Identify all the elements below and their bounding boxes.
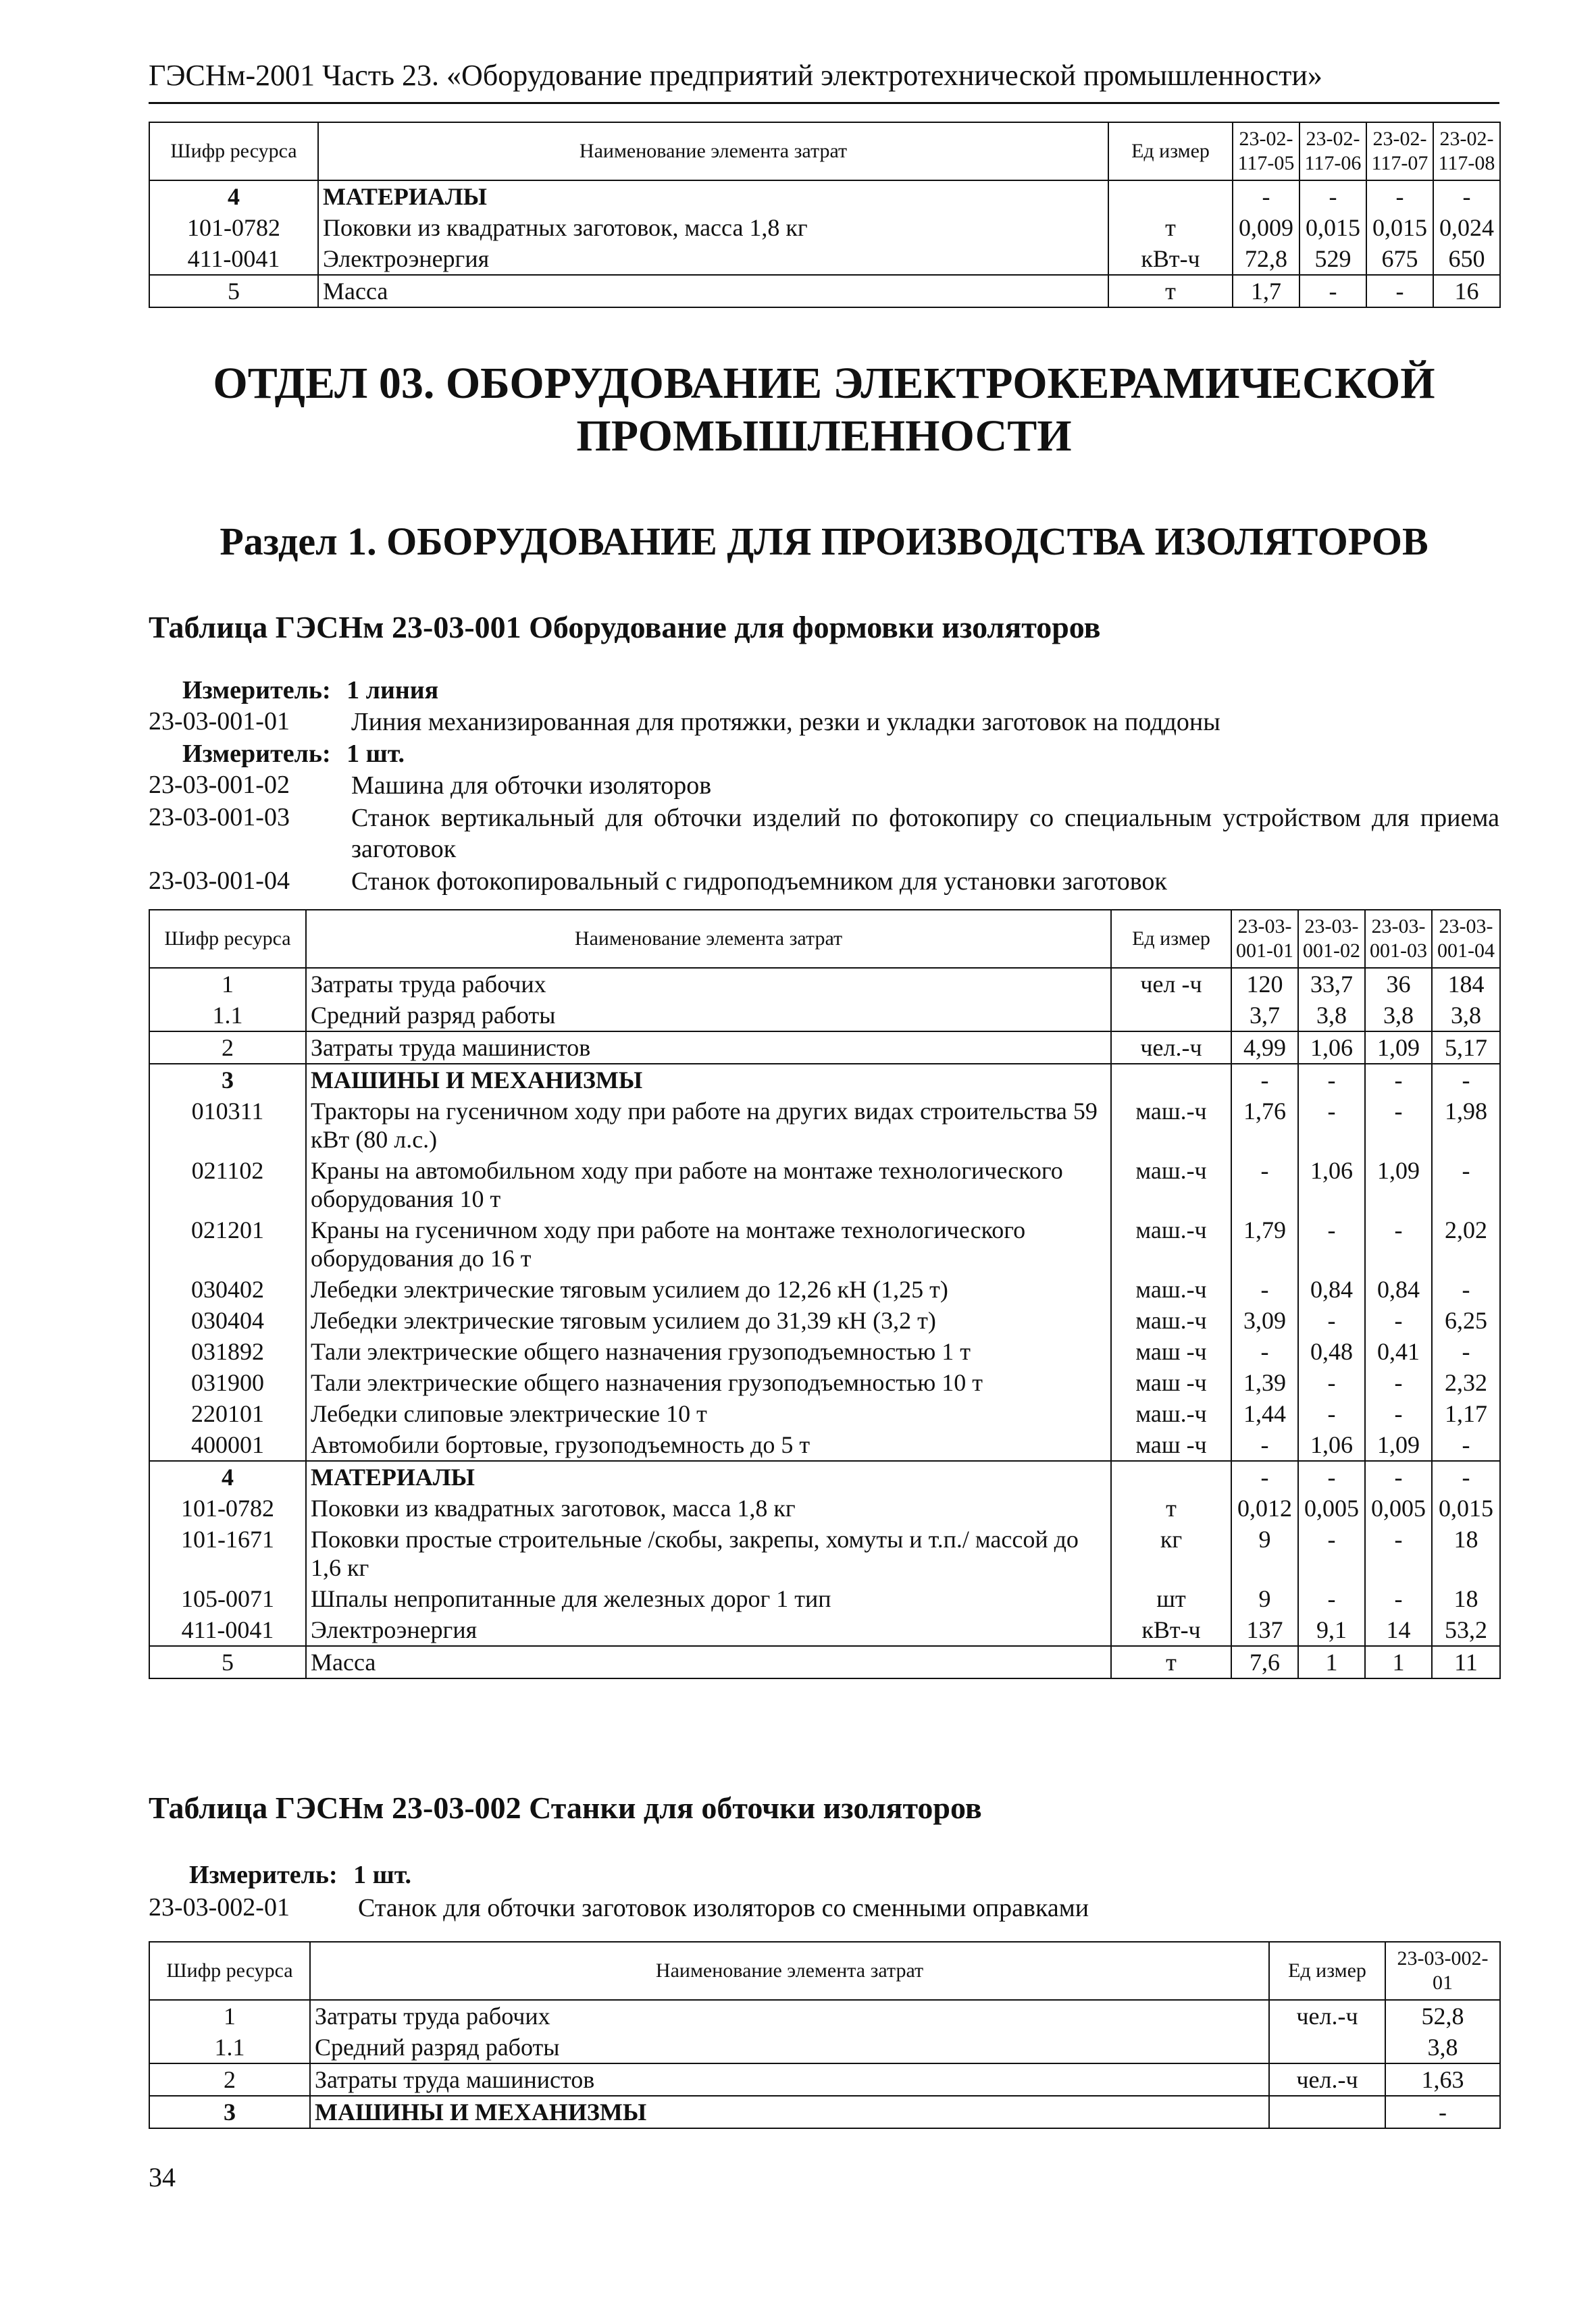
- cell-code: 031900: [149, 1367, 306, 1398]
- cell-code: 030404: [149, 1305, 306, 1336]
- cell-unit: маш -ч: [1111, 1367, 1231, 1398]
- cell-name: Масса: [318, 275, 1108, 307]
- meter-label: Измеритель:: [182, 740, 331, 768]
- cell-value: -: [1231, 1274, 1298, 1305]
- cell-value: -: [1365, 1367, 1432, 1398]
- cell-name: Затраты труда машинистов: [310, 2063, 1269, 2096]
- cell-value: 2,32: [1432, 1367, 1500, 1398]
- cell-value: -: [1366, 180, 1433, 212]
- cell-value: 6,25: [1432, 1305, 1500, 1336]
- cell-code: 1.1: [149, 2032, 310, 2063]
- cell-unit: маш.-ч: [1111, 1398, 1231, 1429]
- cell-code: 1: [149, 968, 306, 1000]
- cell-value: 14: [1365, 1614, 1432, 1646]
- cell-name: Краны на гусеничном ходу при работе на монтаже технологического оборудования до 16 т: [306, 1214, 1111, 1274]
- cell-unit: т: [1108, 212, 1233, 243]
- cell-value: 675: [1366, 243, 1433, 275]
- cell-name: Тракторы на гусеничном ходу при работе на других видах строительства 59 кВт (80 л.с.): [306, 1096, 1111, 1155]
- cell-name: Шпалы непропитанные для железных дорог 1 тип: [306, 1583, 1111, 1614]
- cell-value: -: [1365, 1524, 1432, 1583]
- cell-code: 2: [149, 1031, 306, 1064]
- cell-code: 4: [149, 1461, 306, 1493]
- cell-unit: т: [1108, 275, 1233, 307]
- cell-code: 1.1: [149, 1000, 306, 1031]
- cell-value: 7,6: [1231, 1646, 1298, 1678]
- cell-value: 3,8: [1432, 1000, 1500, 1031]
- cell-value: 1,7: [1233, 275, 1299, 307]
- cell-value: 0,012: [1231, 1493, 1298, 1524]
- cell-value: 72,8: [1233, 243, 1299, 275]
- cell-code: 5: [149, 1646, 306, 1678]
- cell-value: -: [1433, 180, 1500, 212]
- col-header-code: Шифр ресурса: [149, 122, 318, 180]
- cell-value: 1,63: [1385, 2063, 1500, 2096]
- col-header-value: 23-02-117-05: [1233, 122, 1299, 180]
- page-number: 34: [149, 2162, 176, 2192]
- cell-unit: кВт-ч: [1111, 1614, 1231, 1646]
- cell-code: 3: [149, 2096, 310, 2128]
- col-header-unit: Ед измер: [1108, 122, 1233, 180]
- cell-value: 0,005: [1298, 1493, 1365, 1524]
- cell-code: 411-0041: [149, 243, 318, 275]
- table2-title: Таблица ГЭСНм 23-03-002 Станки для обточки изоляторов: [149, 1791, 982, 1825]
- cell-value: -: [1432, 1064, 1500, 1096]
- col-header-code: Шифр ресурса: [149, 1942, 310, 2000]
- cell-value: 1,79: [1231, 1214, 1298, 1274]
- cell-value: 53,2: [1432, 1614, 1500, 1646]
- cell-name: МАТЕРИАЛЫ: [318, 180, 1108, 212]
- cell-code: 101-1671: [149, 1524, 306, 1583]
- cell-unit: чел.-ч: [1111, 1031, 1231, 1064]
- cell-value: -: [1231, 1064, 1298, 1096]
- cell-value: -: [1298, 1461, 1365, 1493]
- cell-value: 1: [1298, 1646, 1365, 1678]
- table1-meter-2: [182, 739, 405, 769]
- cell-value: 2,02: [1432, 1214, 1500, 1274]
- item-text: Станок для обточки заготовок изоляторов со сменными оправками: [358, 1894, 1089, 1922]
- cell-value: 1,17: [1432, 1398, 1500, 1429]
- cell-code: 101-0782: [149, 212, 318, 243]
- cell-value: 3,7: [1231, 1000, 1298, 1031]
- cell-value: -: [1298, 1305, 1365, 1336]
- cell-name: Лебедки электрические тяговым усилием до 31,39 кН (3,2 т): [306, 1305, 1111, 1336]
- cell-value: 0,015: [1299, 212, 1366, 243]
- col-header-code: Шифр ресурса: [149, 910, 306, 968]
- cell-code: 4: [149, 180, 318, 212]
- cell-value: 1,76: [1231, 1096, 1298, 1155]
- cell-name: МАШИНЫ И МЕХАНИЗМЫ: [310, 2096, 1269, 2128]
- cell-unit: маш.-ч: [1111, 1155, 1231, 1214]
- cell-value: 0,84: [1298, 1274, 1365, 1305]
- cell-value: 137: [1231, 1614, 1298, 1646]
- table1-meter-1: [182, 675, 438, 705]
- cell-value: -: [1298, 1214, 1365, 1274]
- cell-code: 010311: [149, 1096, 306, 1155]
- cell-value: 0,48: [1298, 1336, 1365, 1367]
- cell-value: 529: [1299, 243, 1366, 275]
- cell-name: Средний разряд работы: [306, 1000, 1111, 1031]
- cell-name: Электроэнергия: [306, 1614, 1111, 1646]
- cell-value: -: [1365, 1398, 1432, 1429]
- cell-code: 2: [149, 2063, 310, 2096]
- table2-grid: [149, 1941, 1501, 2129]
- cell-value: 1,06: [1298, 1429, 1365, 1461]
- cell-value: -: [1231, 1336, 1298, 1367]
- col-header-unit: Ед измер: [1111, 910, 1231, 968]
- cell-code: 021102: [149, 1155, 306, 1214]
- col-header-value: 23-03-001-01: [1231, 910, 1298, 968]
- cell-value: 0,005: [1365, 1493, 1432, 1524]
- cell-value: -: [1365, 1214, 1432, 1274]
- item-code: 23-03-002-01: [149, 1893, 290, 1922]
- cell-name: Средний разряд работы: [310, 2032, 1269, 2063]
- cell-value: 36: [1365, 968, 1432, 1000]
- cell-value: 9,1: [1298, 1614, 1365, 1646]
- cell-value: -: [1298, 1096, 1365, 1155]
- cell-name: МАТЕРИАЛЫ: [306, 1461, 1111, 1493]
- col-header-value: 23-02-117-06: [1299, 122, 1366, 180]
- cell-unit: маш.-ч: [1111, 1096, 1231, 1155]
- cell-unit: [1111, 1064, 1231, 1096]
- cell-code: 220101: [149, 1398, 306, 1429]
- item-code: 23-03-001-03: [149, 803, 290, 831]
- cell-value: 0,015: [1432, 1493, 1500, 1524]
- cell-unit: [1269, 2032, 1385, 2063]
- cell-value: -: [1231, 1461, 1298, 1493]
- cell-value: 1,09: [1365, 1155, 1432, 1214]
- cell-code: 101-0782: [149, 1493, 306, 1524]
- cell-value: 33,7: [1298, 968, 1365, 1000]
- cell-code: 400001: [149, 1429, 306, 1461]
- item-code: 23-03-001-01: [149, 707, 290, 736]
- col-header-value: 23-02-117-08: [1433, 122, 1500, 180]
- cell-value: -: [1432, 1429, 1500, 1461]
- cell-value: -: [1432, 1274, 1500, 1305]
- cell-value: -: [1231, 1155, 1298, 1214]
- col-header-unit: Ед измер: [1269, 1942, 1385, 2000]
- cell-value: 52,8: [1385, 2000, 1500, 2032]
- meter-value: 1 шт.: [353, 1861, 412, 1889]
- cell-value: -: [1298, 1524, 1365, 1583]
- department-title-line1: ОТДЕЛ 03. ОБОРУДОВАНИЕ ЭЛЕКТРОКЕРАМИЧЕСКОЙ: [213, 359, 1435, 408]
- cell-name: Поковки из квадратных заготовок, масса 1,8 кг: [318, 212, 1108, 243]
- item-text: Станок фотокопировальный с гидроподъемником для установки заготовок: [351, 867, 1167, 896]
- cell-value: 1,44: [1231, 1398, 1298, 1429]
- cell-value: -: [1298, 1064, 1365, 1096]
- cell-value: -: [1365, 1064, 1432, 1096]
- cell-unit: маш.-ч: [1111, 1305, 1231, 1336]
- cell-name: Затраты труда рабочих: [306, 968, 1111, 1000]
- cell-unit: кВт-ч: [1108, 243, 1233, 275]
- cell-value: -: [1366, 275, 1433, 307]
- meter-value: 1 линия: [346, 676, 439, 704]
- item-code: 23-03-001-04: [149, 867, 290, 895]
- cell-name: Масса: [306, 1646, 1111, 1678]
- cell-value: -: [1432, 1461, 1500, 1493]
- cell-code: 411-0041: [149, 1614, 306, 1646]
- section-title: Раздел 1. ОБОРУДОВАНИЕ ДЛЯ ПРОИЗВОДСТВА ИЗОЛЯТОРОВ: [220, 519, 1428, 563]
- cell-value: 16: [1433, 275, 1500, 307]
- col-header-name: Наименование элемента затрат: [310, 1942, 1269, 2000]
- cell-value: -: [1365, 1583, 1432, 1614]
- cell-value: 3,8: [1365, 1000, 1432, 1031]
- cell-unit: шт: [1111, 1583, 1231, 1614]
- cell-unit: маш.-ч: [1111, 1274, 1231, 1305]
- cell-value: -: [1299, 180, 1366, 212]
- running-header: ГЭСНм-2001 Часть 23. «Оборудование предприятий электротехнической промышленности»: [149, 59, 1322, 92]
- cell-unit: [1269, 2096, 1385, 2128]
- cell-code: 030402: [149, 1274, 306, 1305]
- meter-value: 1 шт.: [346, 740, 405, 768]
- table2-meter: [189, 1860, 411, 1890]
- cell-value: 1,09: [1365, 1031, 1432, 1064]
- cell-name: Тали электрические общего назначения грузоподъемностью 1 т: [306, 1336, 1111, 1367]
- cell-code: 1: [149, 2000, 310, 2032]
- cell-name: Поковки из квадратных заготовок, масса 1,8 кг: [306, 1493, 1111, 1524]
- cell-name: Затраты труда рабочих: [310, 2000, 1269, 2032]
- cell-value: -: [1298, 1398, 1365, 1429]
- cell-value: 3,8: [1298, 1000, 1365, 1031]
- cell-value: -: [1365, 1461, 1432, 1493]
- col-header-value: 23-03-001-04: [1432, 910, 1500, 968]
- cell-code: 3: [149, 1064, 306, 1096]
- cell-value: -: [1365, 1305, 1432, 1336]
- cell-value: 1,06: [1298, 1155, 1365, 1214]
- cell-unit: маш -ч: [1111, 1429, 1231, 1461]
- cell-value: 0,84: [1365, 1274, 1432, 1305]
- cell-value: -: [1432, 1336, 1500, 1367]
- cell-unit: маш.-ч: [1111, 1214, 1231, 1274]
- cell-value: 18: [1432, 1524, 1500, 1583]
- cell-value: -: [1385, 2096, 1500, 2128]
- cell-value: 4,99: [1231, 1031, 1298, 1064]
- cell-value: 1,98: [1432, 1096, 1500, 1155]
- meter-label: Измеритель:: [182, 676, 331, 704]
- cell-value: -: [1432, 1155, 1500, 1214]
- department-title-line2: ПРОМЫШЛЕННОСТИ: [576, 411, 1072, 461]
- col-header-name: Наименование элемента затрат: [306, 910, 1111, 968]
- item-code: 23-03-001-02: [149, 771, 290, 799]
- cell-value: 5,17: [1432, 1031, 1500, 1064]
- cell-value: 3,09: [1231, 1305, 1298, 1336]
- item-text: Машина для обточки изоляторов: [351, 771, 712, 800]
- cell-code: 021201: [149, 1214, 306, 1274]
- table1-grid: [149, 909, 1501, 1679]
- cell-name: Автомобили бортовые, грузоподъемность до 5 т: [306, 1429, 1111, 1461]
- cell-value: -: [1231, 1429, 1298, 1461]
- cell-name: Лебедки электрические тяговым усилием до 12,26 кН (1,25 т): [306, 1274, 1111, 1305]
- col-header-value: 23-03-001-02: [1298, 910, 1365, 968]
- item-text: Станок вертикальный для обточки изделий по фотокопиру со специальным устройством для приема заготовок: [351, 804, 1499, 863]
- cell-value: -: [1298, 1583, 1365, 1614]
- cell-name: Краны на автомобильном ходу при работе на монтаже технологического оборудования 10 т: [306, 1155, 1111, 1214]
- cell-value: 0,41: [1365, 1336, 1432, 1367]
- cell-value: 1,39: [1231, 1367, 1298, 1398]
- cell-value: -: [1365, 1096, 1432, 1155]
- cell-unit: [1111, 1461, 1231, 1493]
- item-text: Линия механизированная для протяжки, резки и укладки заготовок на поддоны: [351, 708, 1220, 736]
- col-header-value: 23-03-002-01: [1385, 1942, 1500, 2000]
- cell-name: Поковки простые строительные /скобы, закрепы, хомуты и т.п./ массой до 1,6 кг: [306, 1524, 1111, 1583]
- cell-value: -: [1298, 1367, 1365, 1398]
- cell-value: 3,8: [1385, 2032, 1500, 2063]
- cell-value: 0,015: [1366, 212, 1433, 243]
- cell-value: 1,09: [1365, 1429, 1432, 1461]
- cell-unit: маш -ч: [1111, 1336, 1231, 1367]
- cell-name: Тали электрические общего назначения грузоподъемностью 10 т: [306, 1367, 1111, 1398]
- cell-unit: чел.-ч: [1269, 2000, 1385, 2032]
- cell-value: 650: [1433, 243, 1500, 275]
- cell-unit: т: [1111, 1646, 1231, 1678]
- cell-value: 18: [1432, 1583, 1500, 1614]
- cell-value: 0,024: [1433, 212, 1500, 243]
- cell-code: 105-0071: [149, 1583, 306, 1614]
- cell-name: МАШИНЫ И МЕХАНИЗМЫ: [306, 1064, 1111, 1096]
- cell-unit: чел.-ч: [1269, 2063, 1385, 2096]
- meter-label: Измеритель:: [189, 1861, 338, 1889]
- cell-code: 031892: [149, 1336, 306, 1367]
- cell-unit: [1111, 1000, 1231, 1031]
- col-header-name: Наименование элемента затрат: [318, 122, 1108, 180]
- cell-value: 120: [1231, 968, 1298, 1000]
- cell-value: 9: [1231, 1583, 1298, 1614]
- cell-value: 11: [1432, 1646, 1500, 1678]
- cell-value: 9: [1231, 1524, 1298, 1583]
- cell-value: 1: [1365, 1646, 1432, 1678]
- cell-name: Затраты труда машинистов: [306, 1031, 1111, 1064]
- cell-value: -: [1233, 180, 1299, 212]
- header-rule: [149, 102, 1499, 104]
- cell-unit: т: [1111, 1493, 1231, 1524]
- cell-value: 184: [1432, 968, 1500, 1000]
- cell-unit: чел -ч: [1111, 968, 1231, 1000]
- col-header-value: 23-02-117-07: [1366, 122, 1433, 180]
- cell-unit: [1108, 180, 1233, 212]
- cell-code: 5: [149, 275, 318, 307]
- table1-title: Таблица ГЭСНм 23-03-001 Оборудование для формовки изоляторов: [149, 610, 1101, 644]
- table-top: [149, 122, 1501, 308]
- col-header-value: 23-03-001-03: [1365, 910, 1432, 968]
- cell-name: Электроэнергия: [318, 243, 1108, 275]
- cell-value: -: [1299, 275, 1366, 307]
- cell-name: Лебедки слиповые электрические 10 т: [306, 1398, 1111, 1429]
- cell-unit: кг: [1111, 1524, 1231, 1583]
- cell-value: 0,009: [1233, 212, 1299, 243]
- cell-value: 1,06: [1298, 1031, 1365, 1064]
